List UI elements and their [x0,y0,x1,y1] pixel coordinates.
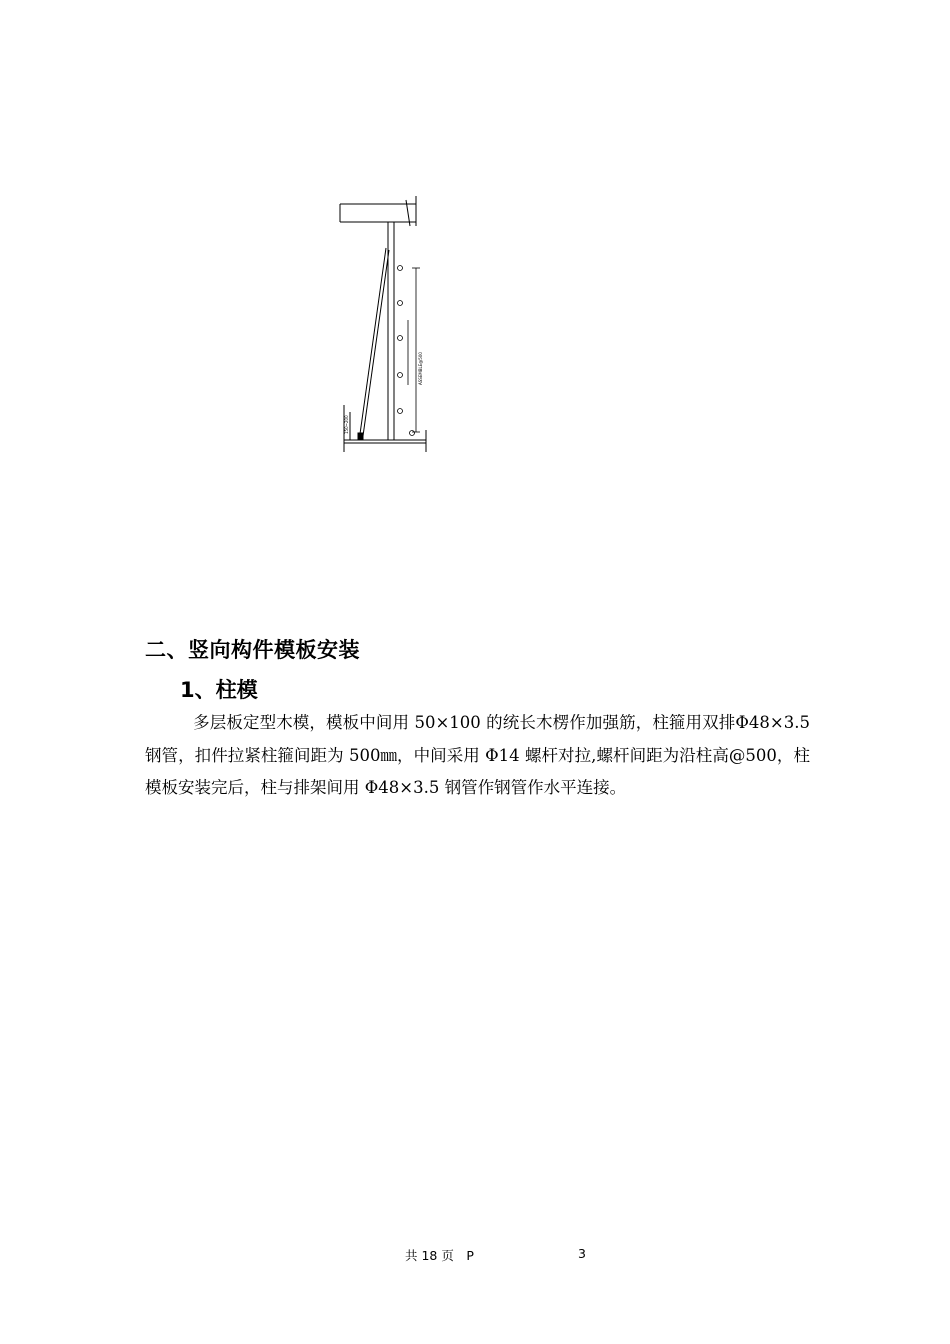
diagonal-brace [360,248,389,436]
column-formwork-drawing [330,190,440,460]
dimension-label-main: ASSEMBLE@500 [418,352,423,385]
body-paragraph [145,707,810,805]
subsection-heading: 1、柱模 [180,678,258,702]
floor-slab [344,405,426,452]
total-pages: 共 18 页 P [405,1248,474,1263]
paragraph-text: 多层板定型木模，模板中间用 50×100 的统长木楞作加强筋，柱箍用双排Φ48×3.5 钢管，扣件拉紧柱箍间距为 500㎜，中间采用 Φ14 螺杆对拉,螺杆间距为沿柱高@500，柱模板安装完后，柱与排架间用 Φ48×3.5 钢管作钢管作水平连接。 [145,713,810,797]
top-slab [340,196,416,226]
tie-bolts [398,266,415,436]
column-outline [388,222,394,440]
page-footer [0,1246,950,1266]
dimension-line [408,268,420,432]
section-heading: 二、竖向构件模板安装 [145,638,360,662]
dimension-label-small: 150~200 [344,415,349,434]
page-number: 3 [578,1246,586,1261]
